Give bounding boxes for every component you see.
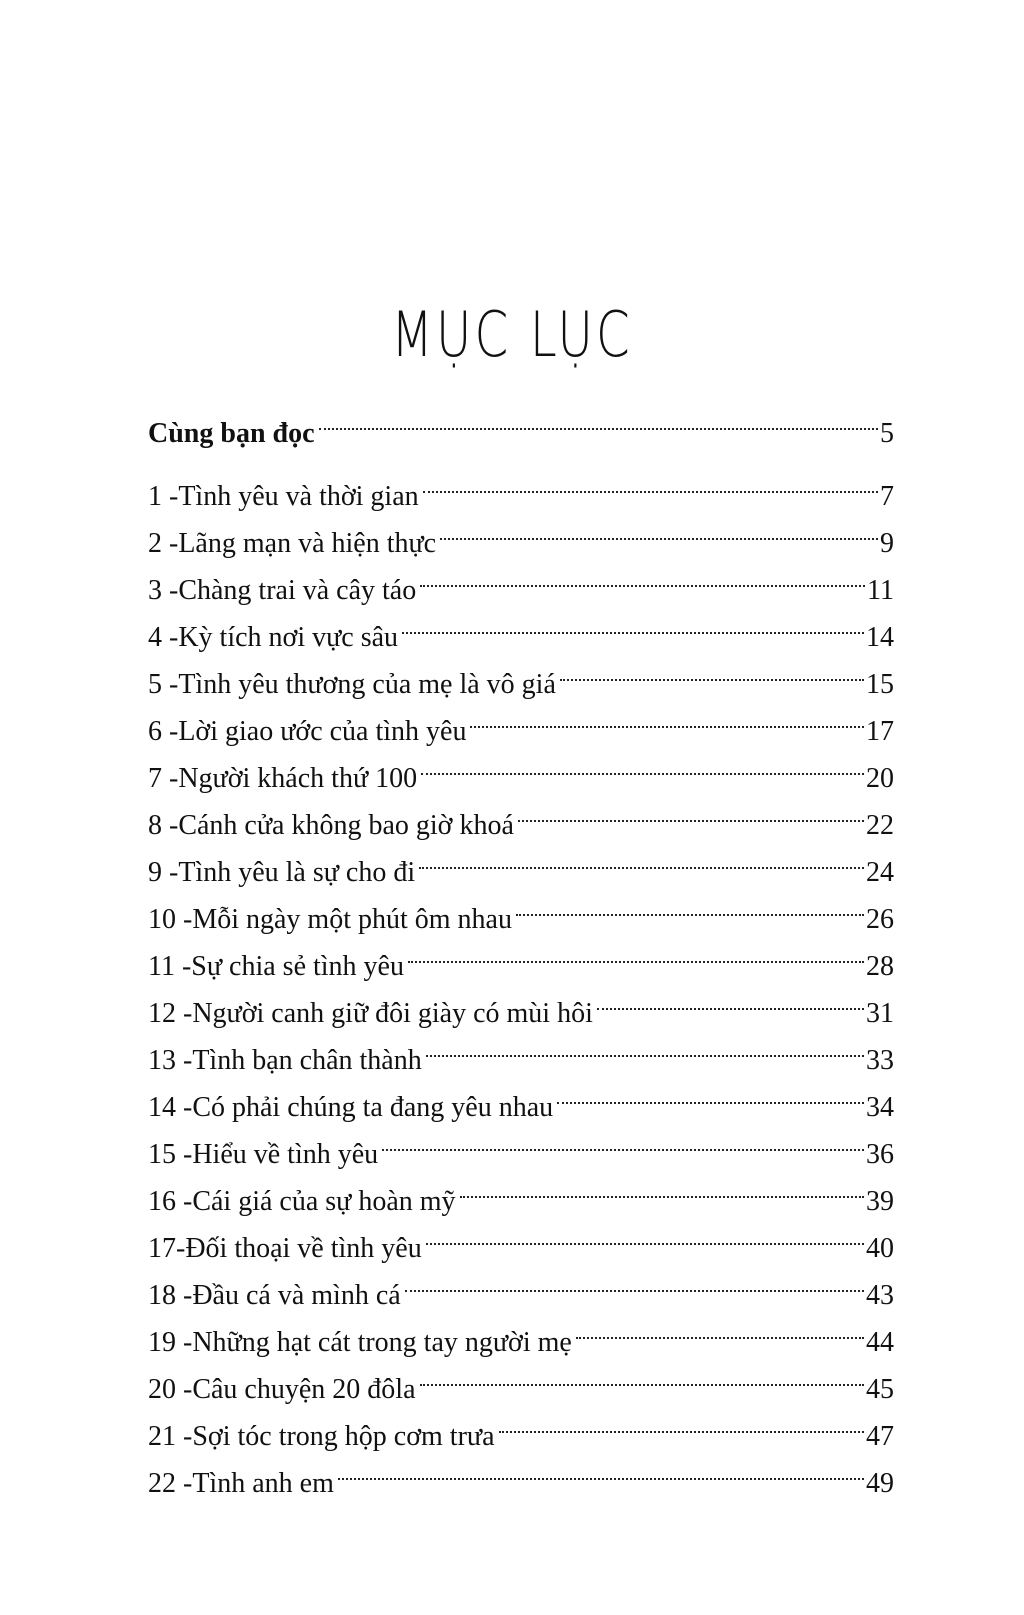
toc-entry-label: 11 -Sự chia sẻ tình yêu bbox=[148, 951, 404, 982]
toc-entry-page: 24 bbox=[866, 857, 894, 888]
toc-entry-page: 40 bbox=[866, 1233, 894, 1264]
toc-entry-label: 21 -Sợi tóc trong hộp cơm trưa bbox=[148, 1421, 495, 1452]
toc-leader-dots bbox=[426, 1210, 864, 1257]
toc-leader-dots bbox=[470, 693, 864, 740]
toc-entry-page: 17 bbox=[866, 716, 894, 747]
toc-entry bbox=[148, 395, 894, 449]
toc-entry-label: 6 -Lời giao ước của tình yêu bbox=[148, 716, 467, 747]
toc-entry-label: 4 -Kỳ tích nơi vực sâu bbox=[148, 622, 399, 653]
table-of-contents bbox=[148, 395, 894, 1499]
toc-leader-dots bbox=[402, 599, 864, 646]
toc-entry-page: 11 bbox=[867, 575, 894, 606]
toc-entry-label: 9 -Tình yêu là sự cho đi bbox=[148, 857, 416, 888]
toc-entry-page: 15 bbox=[866, 669, 894, 700]
toc-leader-dots bbox=[338, 1445, 864, 1492]
toc-entry-page: 45 bbox=[866, 1374, 894, 1405]
toc-leader-dots bbox=[460, 1163, 864, 1210]
page-title: MỤC LỤC bbox=[391, 297, 633, 371]
toc-entry-label: Cùng bạn đọc bbox=[148, 418, 315, 449]
toc-leader-dots bbox=[408, 928, 864, 975]
toc-entry-label: 14 -Có phải chúng ta đang yêu nhau bbox=[148, 1092, 554, 1123]
toc-entry-label: 7 -Người khách thứ 100 bbox=[148, 763, 418, 794]
toc-leader-dots bbox=[557, 1069, 864, 1116]
toc-leader-dots bbox=[319, 395, 878, 442]
toc-entry-page: 7 bbox=[880, 481, 894, 512]
toc-leader-dots bbox=[423, 458, 878, 505]
toc-entry-label: 17-Đối thoại về tình yêu bbox=[148, 1233, 422, 1264]
toc-entry-page: 47 bbox=[866, 1421, 894, 1452]
toc-leader-dots bbox=[382, 1116, 864, 1163]
toc-leader-dots bbox=[420, 552, 865, 599]
toc-entry-page: 20 bbox=[866, 763, 894, 794]
toc-entry-label: 3 -Chàng trai và cây táo bbox=[148, 575, 417, 606]
toc-entry-label: 22 -Tình anh em bbox=[148, 1468, 334, 1499]
toc-entry-page: 28 bbox=[866, 951, 894, 982]
toc-entry-label: 18 -Đầu cá và mình cá bbox=[148, 1280, 401, 1311]
toc-entry-page: 33 bbox=[866, 1045, 894, 1076]
toc-leader-dots bbox=[518, 787, 864, 834]
toc-entry-label: 15 -Hiểu về tình yêu bbox=[148, 1139, 379, 1170]
toc-leader-dots bbox=[405, 1257, 864, 1304]
toc-entry-page: 14 bbox=[866, 622, 894, 653]
toc-leader-dots bbox=[421, 740, 864, 787]
toc-entry-page: 39 bbox=[866, 1186, 894, 1217]
toc-leader-dots bbox=[516, 881, 864, 928]
toc-entry-page: 5 bbox=[880, 418, 894, 449]
toc-leader-dots bbox=[576, 1304, 864, 1351]
toc-entry-label: 8 -Cánh cửa không bao giờ khoá bbox=[148, 810, 514, 841]
toc-entry-page: 36 bbox=[866, 1139, 894, 1170]
toc-leader-dots bbox=[597, 975, 864, 1022]
toc-entry-label: 2 -Lãng mạn và hiện thực bbox=[148, 528, 437, 559]
toc-entry-label: 19 -Những hạt cát trong tay người mẹ bbox=[148, 1327, 572, 1358]
toc-entry-label: 16 -Cái giá của sự hoàn mỹ bbox=[148, 1186, 456, 1217]
toc-entry-page: 26 bbox=[866, 904, 894, 935]
toc-entry-label: 10 -Mỗi ngày một phút ôm nhau bbox=[148, 904, 512, 935]
toc-leader-dots bbox=[440, 505, 878, 552]
toc-entry-page: 9 bbox=[880, 528, 894, 559]
toc-entry-page: 22 bbox=[866, 810, 894, 841]
toc-leader-dots bbox=[499, 1398, 864, 1445]
toc-entry-page: 49 bbox=[866, 1468, 894, 1499]
toc-entry-page: 31 bbox=[866, 998, 894, 1029]
toc-entry-page: 44 bbox=[866, 1327, 894, 1358]
toc-leader-dots bbox=[420, 1351, 865, 1398]
toc-entry-page: 34 bbox=[866, 1092, 894, 1123]
toc-entry-label: 20 -Câu chuyện 20 đôla bbox=[148, 1374, 416, 1405]
toc-leader-dots bbox=[419, 834, 864, 881]
toc-entry bbox=[148, 458, 894, 512]
toc-entry-label: 1 -Tình yêu và thời gian bbox=[148, 481, 419, 512]
toc-entry-label: 5 -Tình yêu thương của mẹ là vô giá bbox=[148, 669, 556, 700]
toc-leader-dots bbox=[560, 646, 864, 693]
toc-entry-label: 13 -Tình bạn chân thành bbox=[148, 1045, 422, 1076]
toc-entry-page: 43 bbox=[866, 1280, 894, 1311]
toc-leader-dots bbox=[426, 1022, 864, 1069]
toc-entry-label: 12 -Người canh giữ đôi giày có mùi hôi bbox=[148, 998, 593, 1029]
